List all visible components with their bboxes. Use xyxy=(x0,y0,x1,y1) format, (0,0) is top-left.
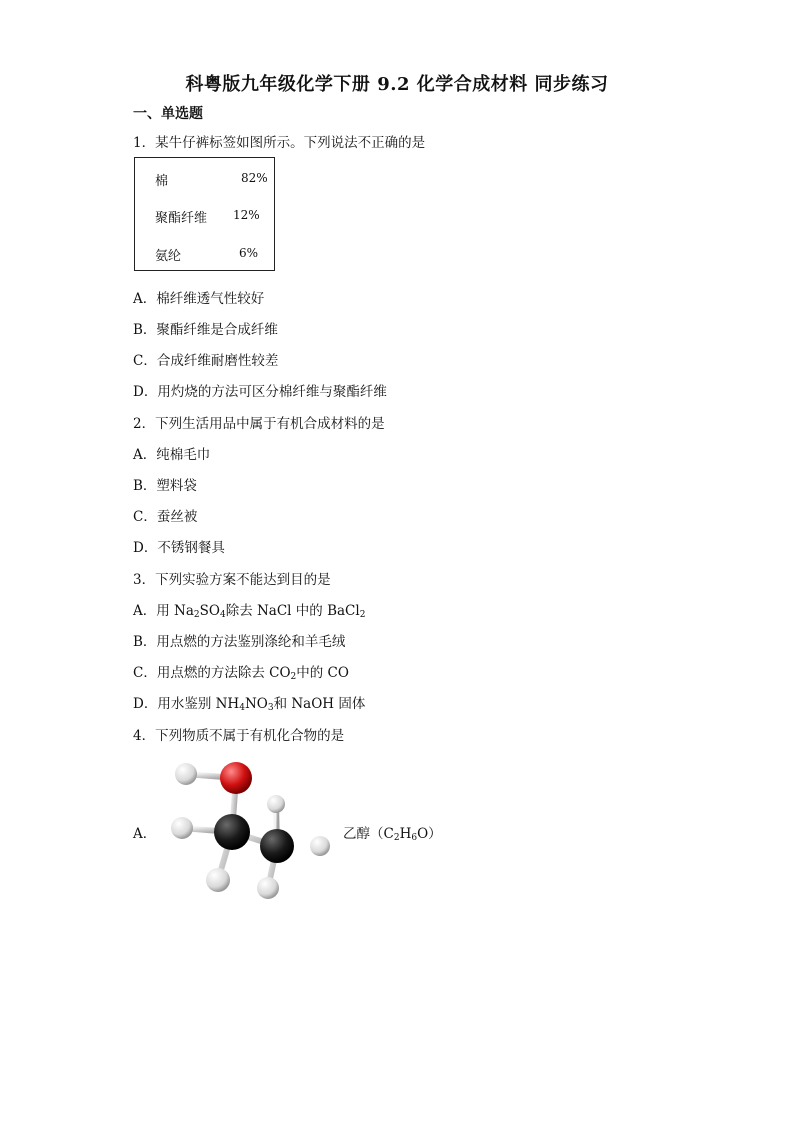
question-4-option-a-name: 乙醇$(C_2H_6O)$ xyxy=(343,826,442,843)
question-1-option-d: D．用灼烧的方法可区分棉纤维与聚酯纤维 xyxy=(133,384,387,400)
question-3-option-a: A．用 $Na_2SO_4$除去 NaCl 中的 BaCl$_2$ xyxy=(133,603,366,620)
hydrogen-atom xyxy=(175,763,197,785)
question-3-option-d: D．用水鉴别 $NH_4NO_3$和 NaOH 固体 xyxy=(133,696,366,713)
question-2-option-a: A．纯棉毛巾 xyxy=(133,447,211,463)
carbon-atom xyxy=(260,829,294,863)
label-item-name: 聚酯纤维 xyxy=(155,211,208,226)
question-4-stem: 4．下列物质不属于有机化合物的是 xyxy=(133,728,345,744)
question-2-stem: 2．下列生活用品中属于有机合成材料的是 xyxy=(133,416,385,432)
question-2-option-c: C．蚕丝被 xyxy=(133,509,198,525)
label-item-name: 氨纶 xyxy=(155,249,182,264)
question-1-stem: 1．某牛仔裤标签如图所示。下列说法不正确的是 xyxy=(133,135,426,151)
molecule-bonds xyxy=(182,774,320,888)
label-item-value: 82% xyxy=(241,171,268,185)
question-3-stem: 3．下列实验方案不能达到目的是 xyxy=(133,572,331,588)
oxygen-atom xyxy=(220,762,252,794)
question-1-option-b: B．聚酯纤维是合成纤维 xyxy=(133,322,278,338)
question-2-option-d: D．不锈钢餐具 xyxy=(133,540,225,556)
label-item-name: 棉 xyxy=(155,174,169,189)
jeans-label-box xyxy=(134,157,275,271)
hydrogen-atom xyxy=(171,817,193,839)
hydrogen-atom xyxy=(310,836,330,856)
question-3-option-c: C．用点燃的方法除去 $CO_2$中的 CO xyxy=(133,665,349,682)
hydrogen-atom xyxy=(206,868,230,892)
question-3-option-b: B．用点燃的方法鉴别涤纶和羊毛绒 xyxy=(133,634,346,650)
hydrogen-atom xyxy=(257,877,279,899)
page-title: 科粤版九年级化学下册 9.2 化学合成材料 同步练习 xyxy=(185,74,609,95)
question-4-option-a-prefix: A． xyxy=(133,826,157,842)
label-item-value: 12% xyxy=(233,208,260,222)
question-2-option-b: B．塑料袋 xyxy=(133,478,197,494)
ethanol-molecule-model xyxy=(160,752,340,912)
hydrogen-atom xyxy=(267,795,285,813)
section-heading: 一、单选题 xyxy=(133,106,203,122)
question-1-option-a: A．棉纤维透气性较好 xyxy=(133,291,265,307)
label-item-value: 6% xyxy=(239,246,259,260)
question-1-option-c: C．合成纤维耐磨性较差 xyxy=(133,353,279,369)
carbon-atom xyxy=(214,814,250,850)
